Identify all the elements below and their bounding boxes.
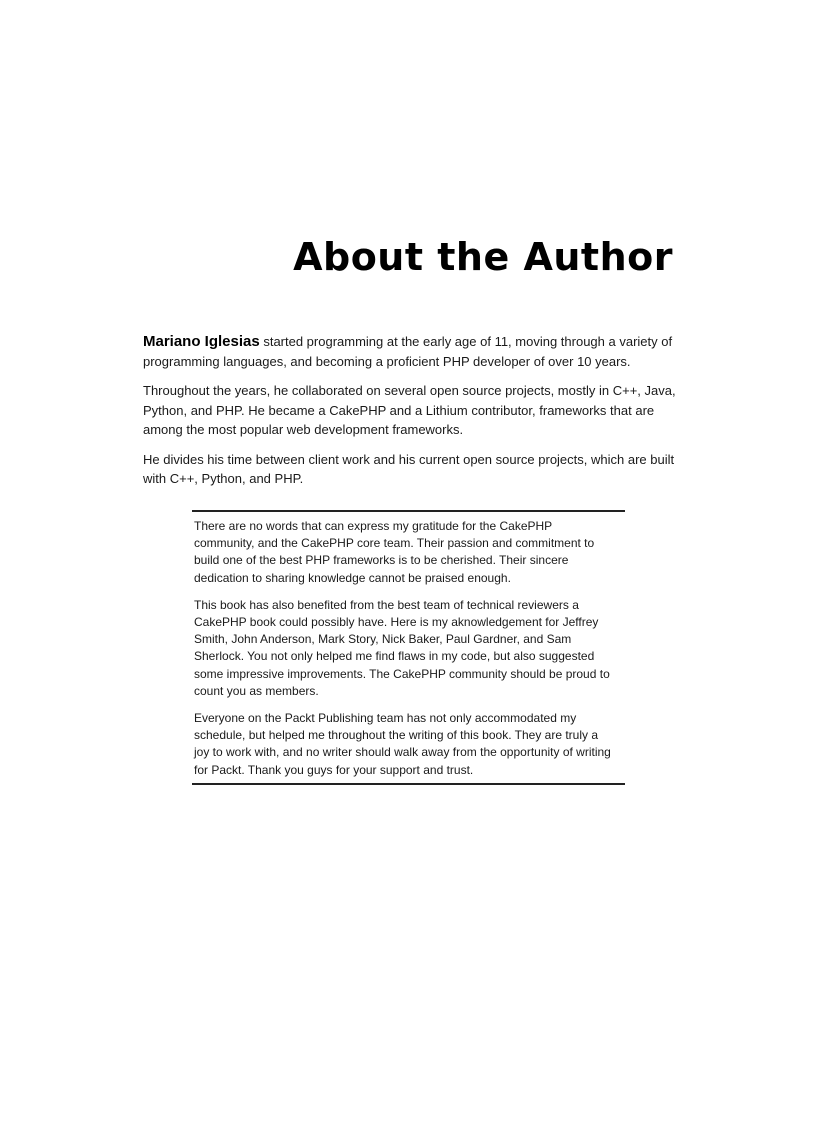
author-name: Mariano Iglesias — [143, 333, 260, 350]
bio-paragraph-intro — [143, 332, 683, 371]
bio-paragraph-current: He divides his time between client work and his current open source projects, which are built with C++, Python, and PHP. — [143, 451, 675, 486]
page-title: About the Author — [293, 235, 673, 279]
bio-paragraph-career: Throughout the years, he collaborated on several open source projects, mostly in C++, Java, Python, and PHP. He became a CakePHP and a Lithium contributor, frameworks that are among the most popular web development frameworks. — [143, 383, 676, 437]
author-bio — [143, 332, 683, 499]
ack-paragraph-reviewers: This book has also benefited from the best team of technical reviewers a CakePHP book could possibly have. Here is my aknowledgement for Jeffrey Smith, John Anderson, Mark Story, Nick Baker, Paul Gardner, and Sam Sherlock. You not only helped me find flaws in my code, but also suggested some impressive improvements. The CakePHP community should be proud to count you as members. — [194, 597, 610, 698]
acknowledgements-box — [192, 510, 625, 785]
ack-paragraph-community: There are no words that can express my gratitude for the CakePHP community, and the CakePHP core team. Their passion and commitment to build one of the best PHP frameworks is to be cherished. Their sincere dedication to sharing knowledge cannot be praised enough. — [194, 519, 595, 585]
ack-paragraph-publisher: Everyone on the Packt Publishing team has not only accommodated my schedule, but helped me throughout the writing of this book. They are truly a joy to work with, and no writer should walk away from the opportunity of writing for Packt. Thank you guys for your support and trust. — [194, 711, 611, 777]
bio-intro-text: started programming at the early age of 11, moving through a variety of programming languages, and becoming a proficient PHP developer of over 10 years. — [143, 334, 673, 369]
